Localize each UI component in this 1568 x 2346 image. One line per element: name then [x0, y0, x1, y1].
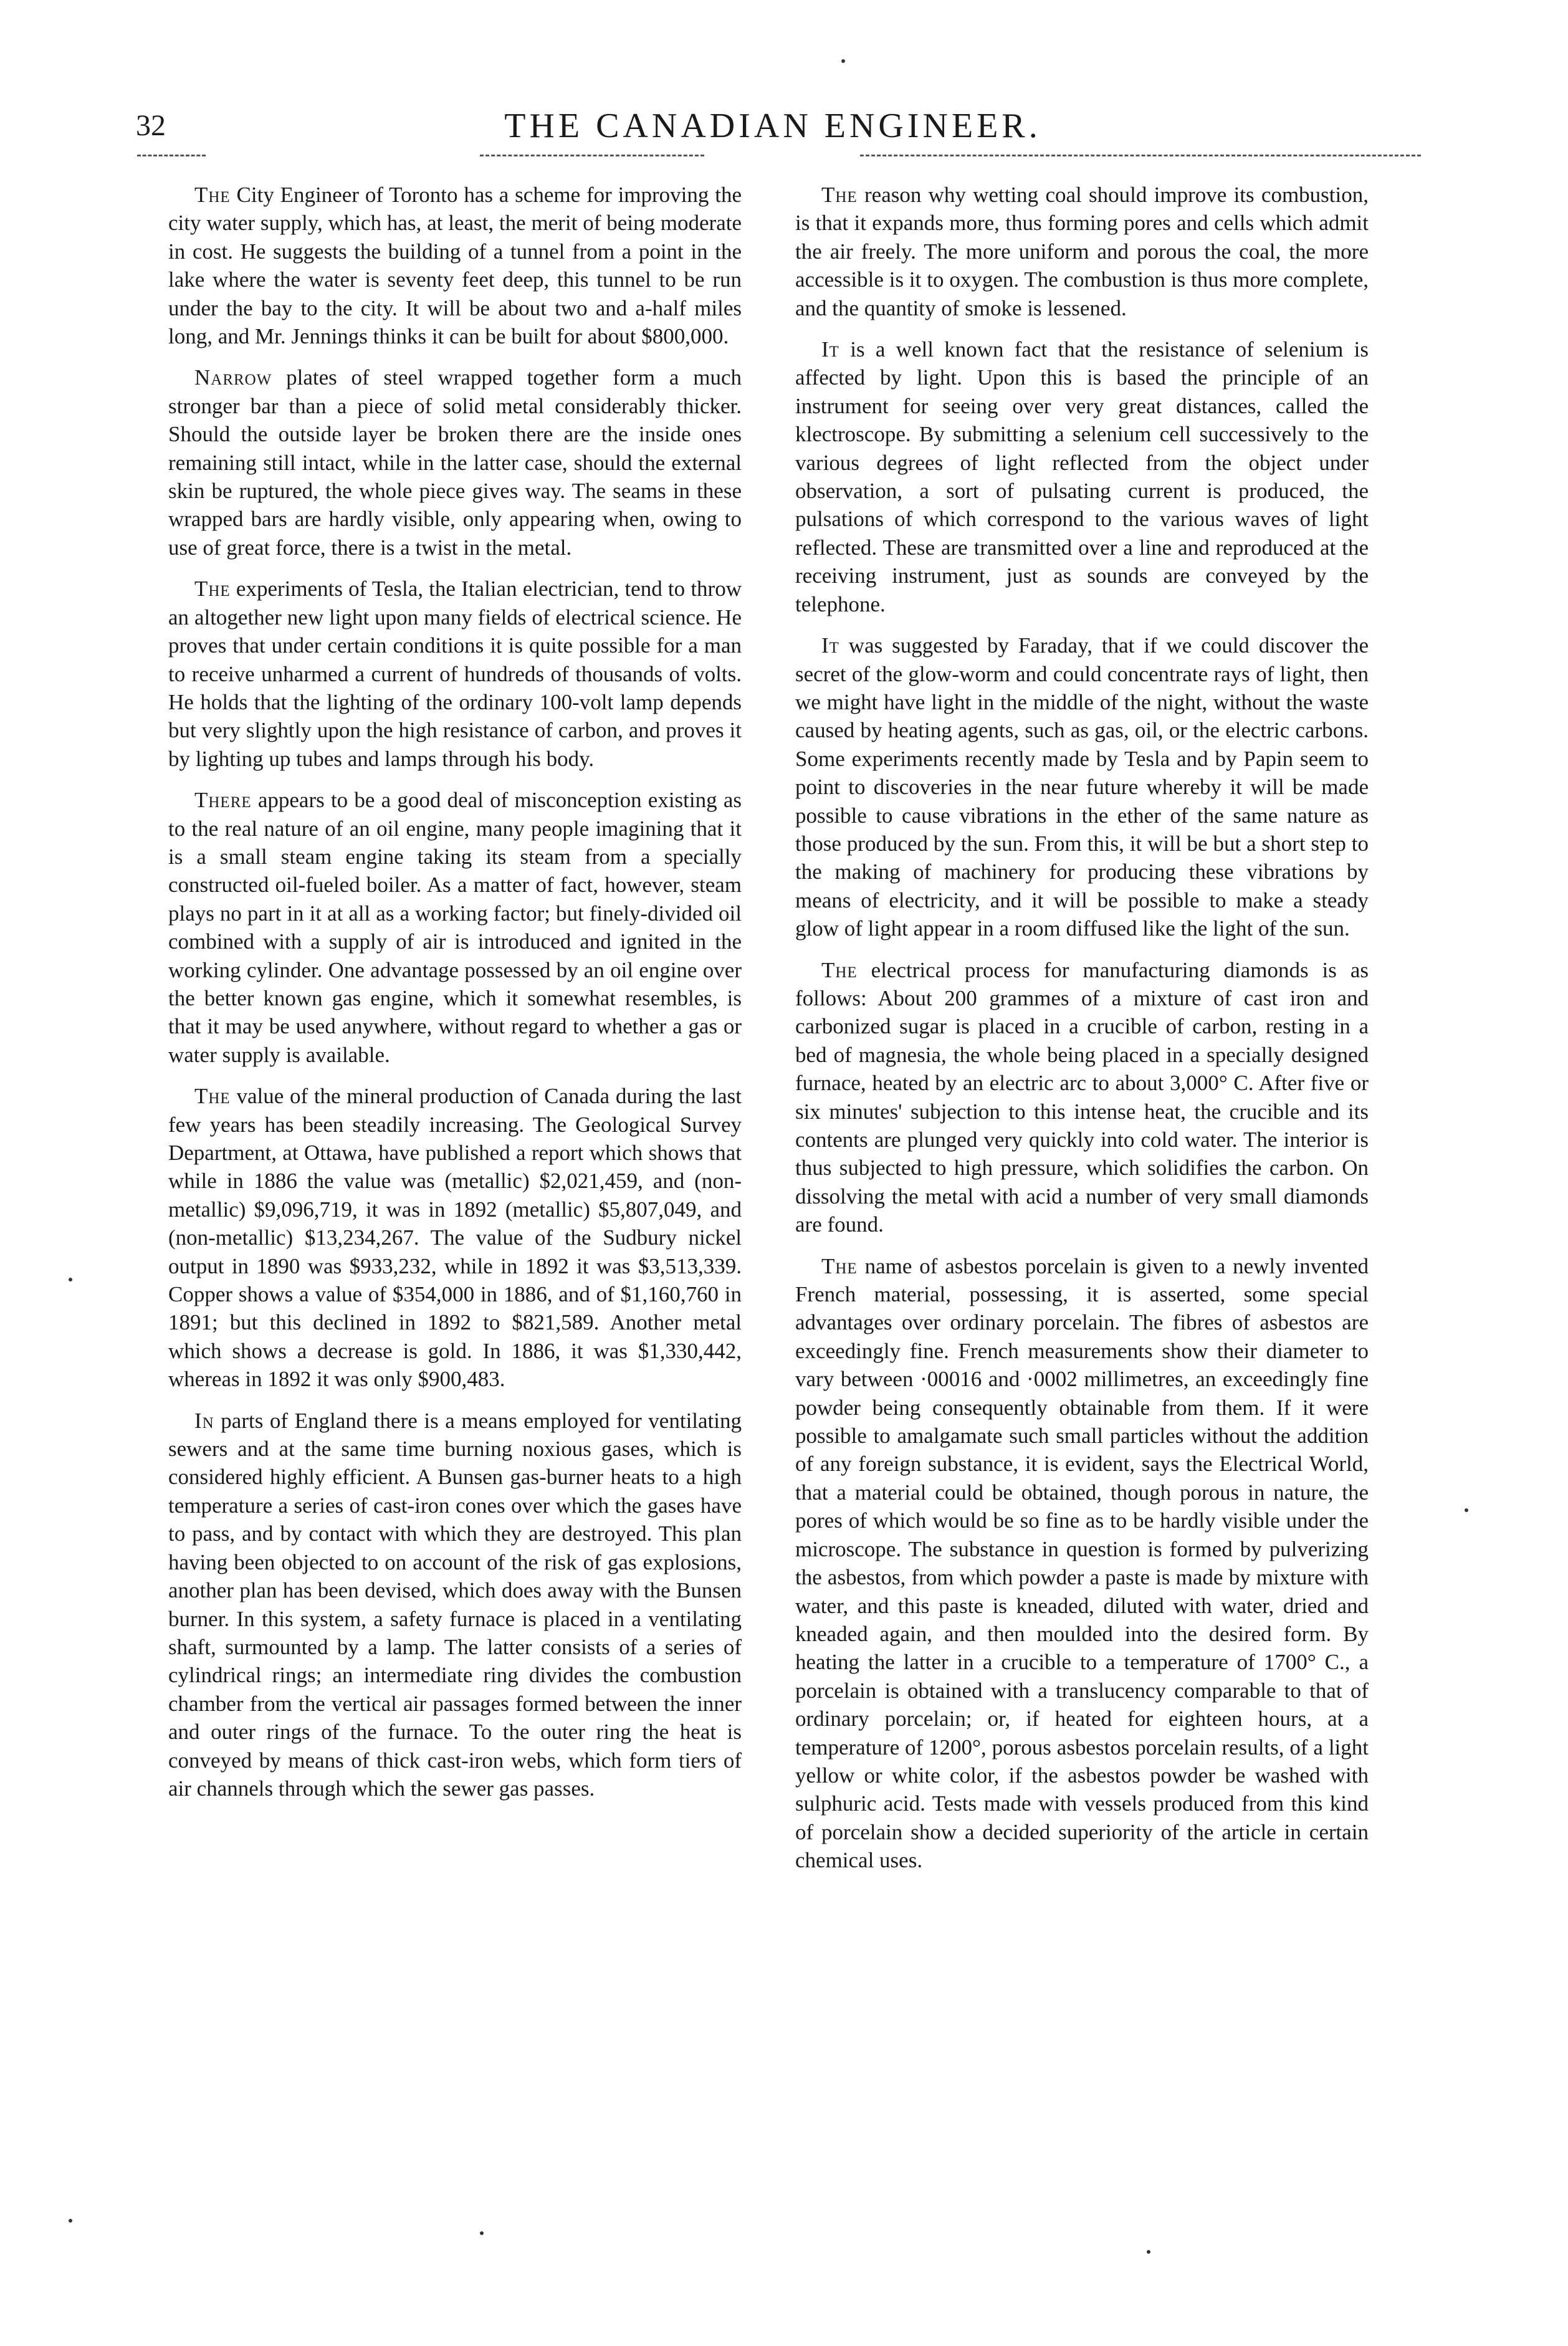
paragraph-text: parts of England there is a means employed for ventilating sewers and at the same time burning noxious gases, which is considered highly efficient. A Bunsen gas-burner heats to a high temperature a series of cast-iron cones over which the gases have to pass, and by contact with which they are destroyed. This plan having been objected to on account of the risk of gas explosions, another plan has been devised, which does away with the Bunsen burner. In this system, a safety furnace is placed in a ventilating shaft, surmounted by a lamp. The latter consists of a series of cylindrical rings; an intermediate ring divides the combustion chamber from the vertical air passages formed between the inner and outer rings of the furnace. To the outer ring the heat is conveyed by means of thick cast-iron webs, which form tiers of air channels through which the sewer gas passes.	[168, 1408, 742, 1801]
paragraph-lead: In	[194, 1408, 214, 1433]
paragraph-text: electrical process for manufacturing diamonds is as follows: About 200 grammes of a mixture of cast iron and carbonized sugar is placed in a crucible of carbon, resting in a bed of magnesia, the whole being placed in a specially designed furnace, heated by an electric arc to about 3,000° C. After five or six minutes' subjection to this intense heat, the crucible and its contents are plunged very quickly into cold water. The interior is thus subjected to high pressure, which solidifies the carbon. On dissolving the metal with acid a number of very small diamonds are found.	[795, 957, 1369, 1237]
paragraph-text: experiments of Tesla, the Italian electrician, tend to throw an altogether new light upon many fields of electrical science. He proves that under certain conditions it is quite possible for a man to receive unharmed a current of hundreds of thousands of volts. He holds that the lighting of the ordinary 100-volt lamp depends but very slightly upon the high resistance of carbon, and proves it by lighting up tubes and lamps through his body.	[168, 577, 742, 771]
print-speck	[1147, 2250, 1150, 2254]
page-header	[125, 106, 1421, 156]
paragraph-lead: The	[821, 1253, 858, 1278]
header-rule	[860, 155, 1421, 156]
right-column	[795, 181, 1369, 1888]
print-speck	[1465, 1508, 1468, 1512]
paragraph-text: was suggested by Faraday, that if we could discover the secret of the glow-worm and could concentrate rays of light, then we might have light in the middle of the night, without the waste caused by heating agents, such as gas, oil, or the electric carbons. Some experiments recently made by Tesla and by Papin seem to point to discoveries in the near future whereby it will be made possible to cause vibrations in the ether of the same nature as those produced by the sun. From this, it will be but a short step to the making of machinery for producing these vibrations by means of electricity, and it will be possible to make a steady glow of light appear in a room diffused like the light of the sun.	[795, 633, 1369, 941]
paragraph-text: name of asbestos porcelain is given to a newly invented French material, possessing, it is asserted, some special advantages over ordinary porcelain. The fibres of asbestos are exceedingly fine. French measurements show their diameter to vary between ·00016 and ·0002 millimetres, an exceedingly fine powder being consequently obtainable from them. If it were possible to amalgamate such small particles without the addition of any foreign substance, it is evident, says the Electrical World, that a material could be obtained, though porous in nature, the pores of which would be so fine as to be hardly visible under the microscope. The substance in question is formed by pulverizing the asbestos, from which powder a paste is made by mixture with water, and this paste is kneaded, diluted with water, dried and kneaded again, and then moulded into the desired form. By heating the latter in a crucible to a temperature of 1700° C., a porcelain is obtained with a translucency comparable to that of ordinary porcelain; or, if heated for eighteen hours, at a temperature of 1200°, porous asbestos porcelain results, of a light yellow or white color, if the asbestos powder be washed with sulphuric acid. Tests made with vessels produced from this kind of porcelain show a decided superiority of the article in certain chemical uses.	[795, 1253, 1369, 1873]
article-paragraph	[795, 335, 1369, 618]
article-paragraph	[168, 1407, 742, 1803]
paragraph-lead: The	[194, 183, 231, 207]
page-number: 32	[136, 109, 166, 142]
article-paragraph	[795, 956, 1369, 1239]
article-paragraph	[168, 181, 742, 350]
paragraph-lead: The	[194, 577, 231, 601]
paragraph-text: is a well known fact that the resistance of selenium is affected by light. Upon this is based the principle of an instrument for seeing over very great distances, called the klectroscope. By submitting a selenium cell successively to the various degrees of light reflected from the object under observation, a sort of pulsating current is produced, the pulsations of which correspond to the various waves of light reflected. These are transmitted over a line and reproduced at the receiving instrument, just as sounds are conveyed by the telephone.	[795, 337, 1369, 616]
print-speck	[480, 2231, 484, 2235]
paragraph-lead: The	[821, 957, 858, 982]
paragraph-lead: There	[194, 788, 252, 813]
paragraph-lead: Narrow	[194, 365, 272, 390]
print-speck	[69, 2219, 72, 2223]
article-paragraph	[168, 786, 742, 1069]
article-paragraph	[168, 1082, 742, 1393]
left-column	[168, 181, 742, 1816]
header-rule	[480, 155, 704, 156]
paragraph-lead: It	[821, 337, 839, 362]
running-title: THE CANADIAN ENGINEER.	[504, 107, 1041, 145]
paragraph-text: appears to be a good deal of misconception existing as to the real nature of an oil engine, many people imagining that it is a small steam engine taking its steam from a specially constructed oil-fueled boiler. As a matter of fact, however, steam plays no part in it at all as a working factor; but finely-divided oil combined with a supply of air is introduced and ignited in the working cylinder. One advantage possessed by an oil engine over the better known gas engine, which it somewhat resembles, is that it may be used anywhere, without regard to whether a gas or water supply is available.	[168, 788, 742, 1067]
paragraph-text: City Engineer of Toronto has a scheme for improving the city water supply, which has, at least, the merit of being moderate in cost. He suggests the building of a tunnel from a point in the lake where the water is seventy feet deep, this tunnel to be run under the bay to the city. It will be about two and a-half miles long, and Mr. Jennings thinks it can be built for about $800,000.	[168, 183, 742, 349]
article-paragraph	[795, 181, 1369, 322]
paragraph-lead: The	[194, 1084, 231, 1109]
article-paragraph	[168, 363, 742, 562]
article-paragraph	[795, 1252, 1369, 1875]
paragraph-lead: It	[821, 633, 839, 658]
paragraph-text: reason why wetting coal should improve its combustion, is that it expands more, thus forming pores and cells which admit the air freely. The more uniform and porous the coal, the more accessible is it to oxygen. The combustion is thus more complete, and the quantity of smoke is lessened.	[795, 183, 1369, 320]
article-paragraph	[795, 631, 1369, 942]
article-paragraph	[168, 575, 742, 773]
paragraph-text: value of the mineral production of Canada during the last few years has been steadily increasing. The Geological Survey Department, at Ottawa, have published a report which shows that while in 1886 the value was (metallic) $2,021,459, and (non-metallic) $9,096,719, it was in 1892 (metallic) $5,807,049, and (non-metallic) $13,234,267. The value of the Sudbury nickel output in 1890 was $933,232, while in 1892 it was $3,513,339. Copper shows a value of $354,000 in 1886, and of $1,160,760 in 1891; but this declined in 1892 to $821,589. Another metal which shows a decrease is gold. In 1886, it was $1,330,442, whereas in 1892 it was only $900,483.	[168, 1084, 742, 1392]
print-speck	[841, 59, 845, 63]
paragraph-text: plates of steel wrapped together form a much stronger bar than a piece of solid metal considerably thicker. Should the outside layer be broken there are the inside ones remaining still intact, while in the latter case, should the external skin be ruptured, the whole piece gives way. The seams in these wrapped bars are hardly visible, only appearing when, owing to use of great force, there is a twist in the metal.	[168, 365, 742, 560]
header-rule	[137, 155, 206, 156]
print-speck	[69, 1278, 72, 1281]
paragraph-lead: The	[821, 183, 858, 207]
